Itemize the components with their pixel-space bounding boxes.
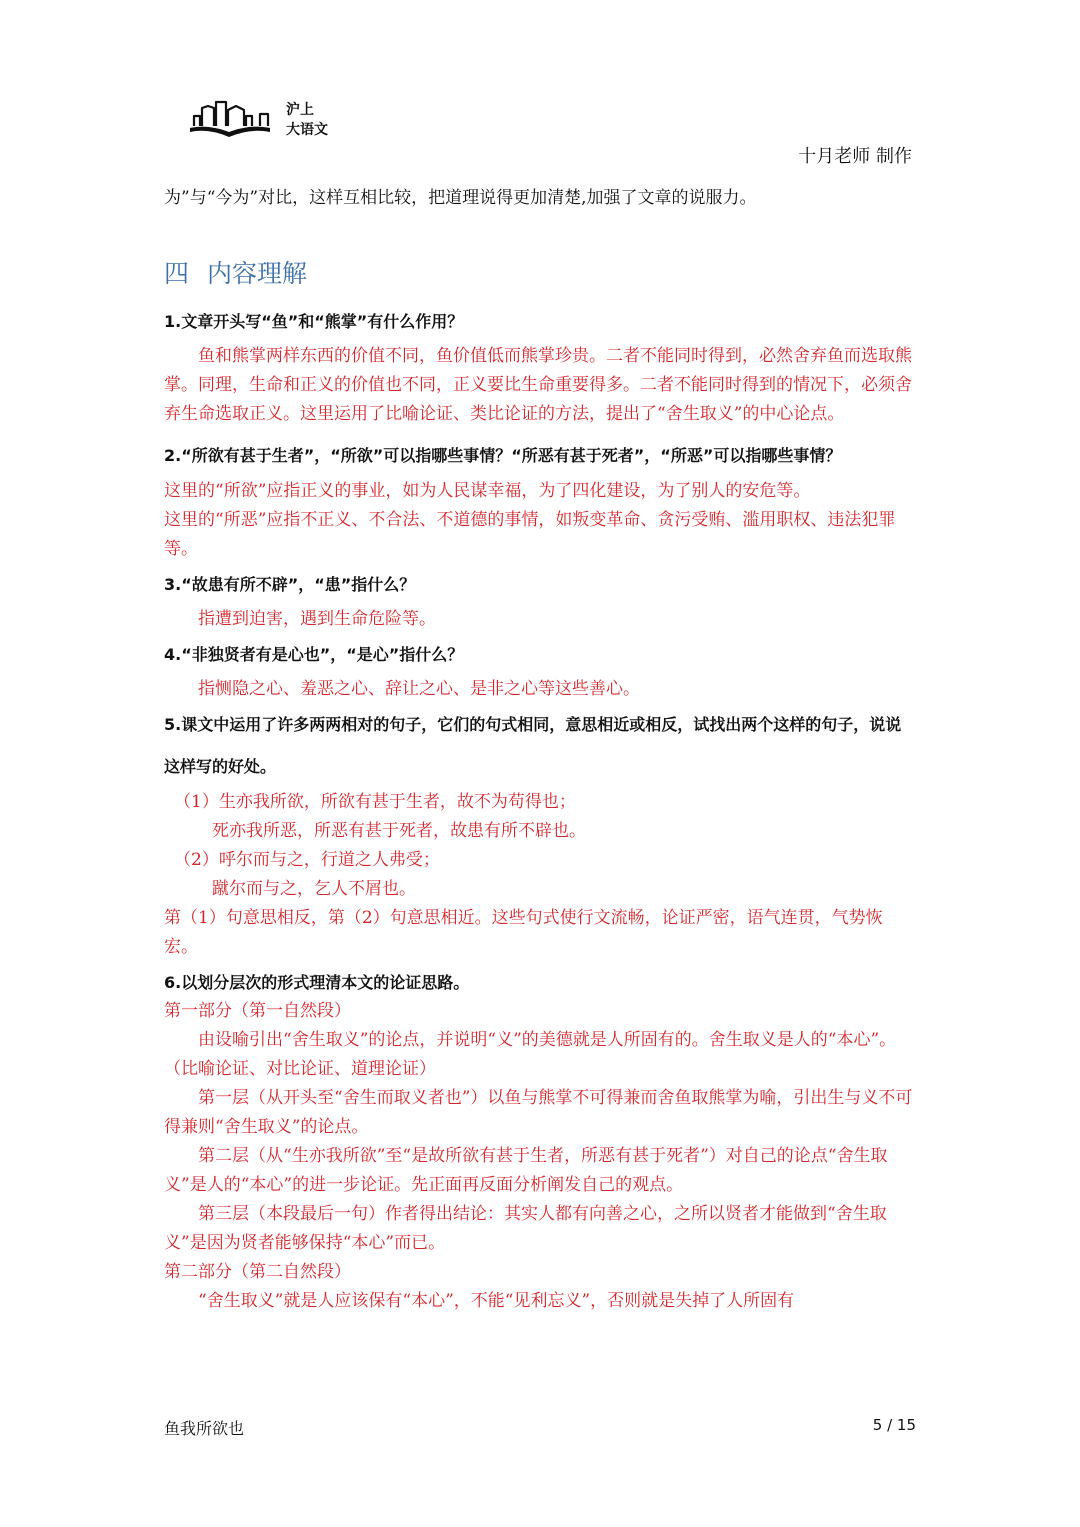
layer-2: 第二层（从“生亦我所欲”至“是故所欲有甚于生者，所恶有甚于死者”）对自己的论点“舍生取义”是人的“本心”的进一步论证。先正面再反面分析阐发自己的观点。 <box>164 1146 888 1195</box>
question-1: 1.文章开头写“鱼”和“熊掌”有什么作用？ <box>164 312 464 331</box>
layer-3: 第三层（本段最后一句）作者得出结论：其实人都有向善之心，之所以贤者才能做到“舍生取义”是因为贤者能够保持“本心”而已。 <box>164 1204 887 1253</box>
document-body <box>164 184 916 1316</box>
intro-line: 为”与“今为”对比，这样互相比较，把道理说得更加清楚,加强了文章的说服力。 <box>164 188 757 208</box>
answer-3: 指遭到迫害，遇到生命危险等。 <box>198 609 436 629</box>
question-5: 5.课文中运用了许多两两相对的句子，它们的句式相同，意思相近或相反，试找出两个这样的句子，说说这样写的好处。 <box>164 715 902 776</box>
question-6: 6.以划分层次的形式理清本文的论证思路。 <box>164 973 470 992</box>
answer-2b: 这里的“所恶”应指不正义、不合法、不道德的事情，如叛变革命、贪污受贿、滥用职权、违法犯罪等。 <box>164 510 896 559</box>
part-2-title: 第二部分（第二自然段） <box>164 1262 351 1282</box>
answer-2a: 这里的“所欲”应指正义的事业，如为人民谋幸福，为了四化建设，为了别人的安危等。 <box>164 481 811 501</box>
layer-1: 第一层（从开头至“舍生而取义者也”）以鱼与熊掌不可得兼而舍鱼取熊掌为喻，引出生与义不可得兼则“舍生取义”的论点。 <box>164 1088 913 1137</box>
footer-doc-title: 鱼我所欲也 <box>164 1419 245 1438</box>
part-2-description: “舍生取义”就是人应该保有“本心”，不能“见利忘义”，否则就是失掉了人所固有 <box>198 1291 795 1311</box>
part-1-description: 由设喻引出“舍生取义”的论点，并说明“义”的美德就是人所固有的。舍生取义是人的“本心”。（比喻论证、对比论证、道理论证） <box>164 1030 897 1079</box>
question-3: 3.“故患有所不辟”，“患”指什么？ <box>164 575 416 594</box>
example-1b: 死亦我所恶，所恶有甚于死者，故患有所不辟也。 <box>212 821 586 841</box>
example-2b: 蹴尔而与之，乞人不屑也。 <box>212 879 416 899</box>
question-4: 4.“非独贤者有是心也”，“是心”指什么？ <box>164 645 464 664</box>
logo-line-1: 沪上 <box>286 102 314 118</box>
page-number: 5 / 15 <box>872 1416 916 1434</box>
logo-line-2: 大语文 <box>286 122 328 138</box>
answer-1: 鱼和熊掌两样东西的价值不同，鱼价值低而熊掌珍贵。二者不能同时得到，必然舍弃鱼而选取熊掌。同理，生命和正义的价值也不同，正义要比生命重要得多。二者不能同时得到的情况下，必须舍弃生命选取正义。这里运用了比喻论证、类比论证的方法，提出了“舍生取义”的中心论点。 <box>164 346 912 424</box>
maker-credit: 十月老师 制作 <box>798 146 912 167</box>
section-number: 四 <box>164 259 190 288</box>
section-title: 内容理解 <box>207 259 308 288</box>
logo <box>188 96 348 142</box>
answer-4: 指恻隐之心、羞恶之心、辞让之心、是非之心等这些善心。 <box>198 679 640 699</box>
example-2a: （2）呼尔而与之，行道之人弗受； <box>174 850 440 870</box>
example-1a: （1）生亦我所欲，所欲有甚于生者，故不为苟得也； <box>174 792 576 812</box>
section-heading <box>164 259 916 289</box>
logo-text <box>286 100 328 140</box>
city-book-logo-icon <box>188 96 278 142</box>
part-1-title: 第一部分（第一自然段） <box>164 1001 351 1021</box>
question-2: 2.“所欲有甚于生者”，“所欲”可以指哪些事情？“所恶有甚于死者”，“所恶”可以指哪些事情？ <box>164 446 842 465</box>
answer-5: 第（1）句意思相反，第（2）句意思相近。这些句式使行文流畅，论证严密，语气连贯，气势恢宏。 <box>164 908 883 957</box>
